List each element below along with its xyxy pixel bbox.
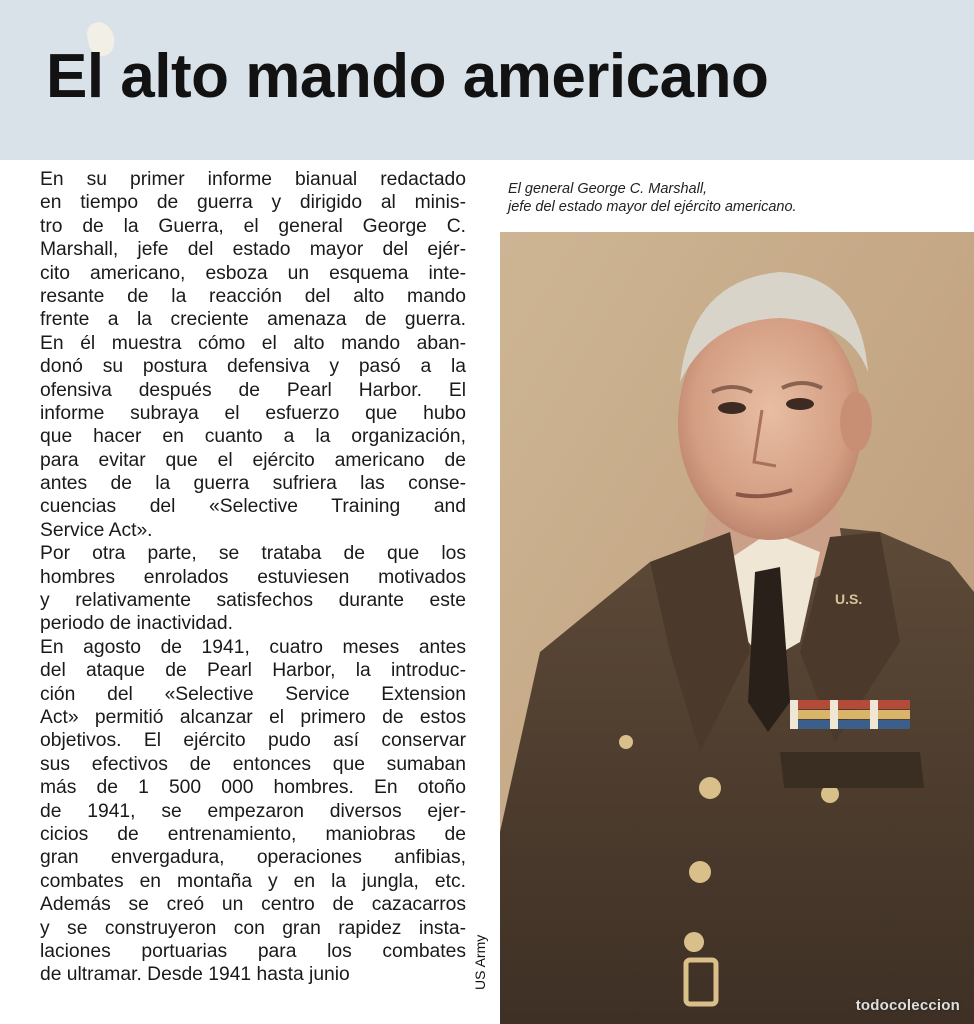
collar-insignia: U.S. bbox=[835, 591, 863, 607]
article-line: para evitar que el ejército americano de bbox=[40, 449, 466, 471]
article-line: periodo de inactividad. bbox=[40, 613, 233, 635]
watermark: todocoleccion bbox=[855, 997, 960, 1014]
article-line: Act» permitió alcanzar el primero de estos bbox=[40, 706, 466, 728]
article-line: En él muestra cómo el alto mando aban- bbox=[40, 332, 466, 354]
article-line: objetivos. El ejército pudo así conservar bbox=[40, 730, 466, 752]
portrait-illustration bbox=[500, 232, 974, 1024]
article-line: gran envergadura, operaciones anfibias, bbox=[40, 847, 466, 869]
article-line: ofensiva después de Pearl Harbor. El bbox=[40, 379, 466, 401]
article-line: hombres enrolados estuviesen motivados bbox=[40, 566, 466, 588]
article-line: donó su postura defensiva y pasó a la bbox=[40, 356, 466, 378]
article-line: combates en montaña y en la jungla, etc. bbox=[40, 870, 466, 892]
article-line: Por otra parte, se trataba de que los bbox=[40, 543, 466, 565]
page-title: El alto mando americano bbox=[46, 42, 769, 111]
article-line: Además se creó un centro de cazacarros bbox=[40, 894, 466, 916]
article-line: Service Act». bbox=[40, 519, 153, 541]
caption-line-1: El general George C. Marshall, bbox=[508, 181, 708, 197]
article-line: informe subraya el esfuerzo que hubo bbox=[40, 402, 466, 424]
article-line: de ultramar. Desde 1941 hasta junio bbox=[40, 964, 350, 986]
article-line: sus efectivos de entonces que sumaban bbox=[40, 753, 466, 775]
article-line: frente a la creciente amenaza de guerra. bbox=[40, 309, 466, 331]
article-line: antes de la guerra sufriera las conse- bbox=[40, 473, 466, 495]
article-body bbox=[40, 168, 466, 987]
photo-caption bbox=[508, 180, 928, 216]
article-line: y relativamente satisfechos durante este bbox=[40, 590, 466, 612]
article-line: ción del «Selective Service Extension bbox=[40, 683, 466, 705]
article-line: más de 1 500 000 hombres. En otoño bbox=[40, 777, 466, 799]
article-line: resante de la reacción del alto mando bbox=[40, 285, 466, 307]
article-line: del ataque de Pearl Harbor, la introduc- bbox=[40, 660, 466, 682]
article-line: En agosto de 1941, cuatro meses antes bbox=[40, 636, 466, 658]
article-line: cito americano, esboza un esquema inte- bbox=[40, 262, 466, 284]
article-line: de 1941, se empezaron diversos ejer- bbox=[40, 800, 466, 822]
portrait-photo bbox=[500, 232, 974, 1024]
article-line: y se construyeron con gran rapidez insta- bbox=[40, 917, 466, 939]
photo-credit: US Army bbox=[472, 934, 488, 990]
article-line: tro de la Guerra, el general George C. bbox=[40, 215, 466, 237]
article-line: En su primer informe bianual redactado bbox=[40, 169, 466, 190]
article-line: que hacer en cuanto a la organización, bbox=[40, 426, 466, 448]
caption-line-2: jefe del estado mayor del ejército americano. bbox=[508, 199, 797, 215]
article-line: cuencias del «Selective Training and bbox=[40, 496, 466, 518]
article-line: cicios de entrenamiento, maniobras de bbox=[40, 823, 466, 845]
article-line: laciones portuarias para los combates bbox=[40, 940, 466, 962]
article-line: en tiempo de guerra y dirigido al minis- bbox=[40, 192, 466, 214]
article-line: Marshall, jefe del estado mayor del ejér- bbox=[40, 239, 466, 261]
